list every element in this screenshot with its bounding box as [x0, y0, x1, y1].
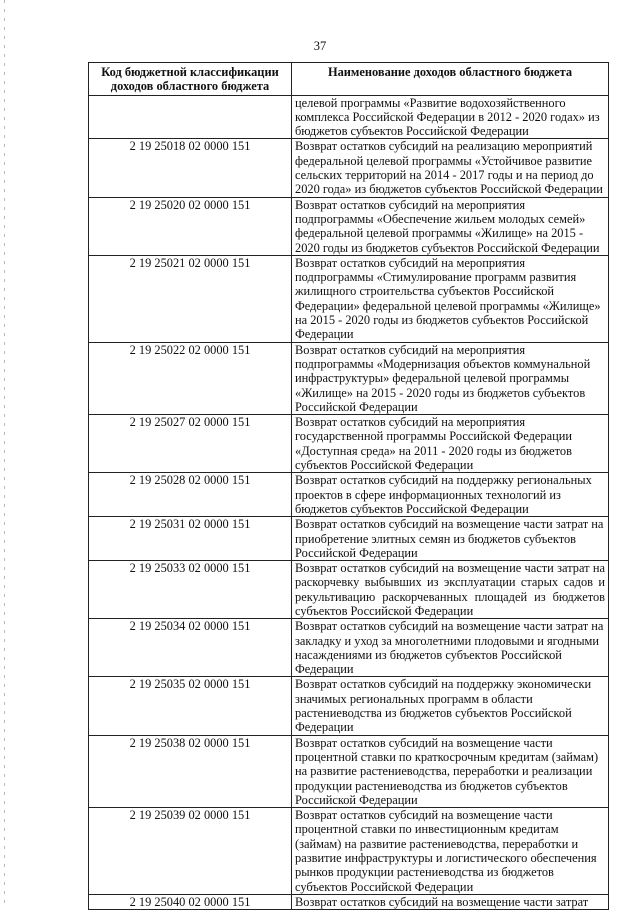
table-row [89, 894, 609, 909]
income-name-cell: Возврат остатков субсидий на возмещение части затрат на приобретение элитных семян из бюджетов субъектов Российской Федерации [292, 517, 609, 561]
page-number: 37 [313, 39, 327, 53]
income-name-cell: Возврат остатков субсидий на мероприятия подпрограммы «Модернизация объектов коммунальной инфраструктуры» федеральной целевой программы «Жилище» на 2015 - 2020 годы из бюджетов субъектов Российской Федерации [292, 342, 609, 414]
table-row [89, 139, 609, 197]
budget-code-cell: 2 19 25020 02 0000 151 [89, 197, 292, 255]
income-name-cell: Возврат остатков субсидий на мероприятия подпрограммы «Обеспечение жильем молодых семей» федеральной целевой программы «Жилище» на 2015 - 2020 годы из бюджетов субъектов Российской Федерации [292, 197, 609, 255]
budget-code-cell: 2 19 25018 02 0000 151 [89, 139, 292, 197]
income-name-cell: Возврат остатков субсидий на поддержку экономически значимых региональных программ в области растениеводства из бюджетов субъектов Российской Федерации [292, 677, 609, 735]
table-row [89, 95, 609, 139]
budget-code-cell: 2 19 25035 02 0000 151 [89, 677, 292, 735]
income-name-cell: Возврат остатков субсидий на мероприятия подпрограммы «Стимулирование программ развития жилищного строительства субъектов Российской Федерации» федеральной целевой программы «Жилище» на 2015 - 2020 годы из бюджетов субъектов Российской Федерации [292, 255, 609, 342]
income-name-cell: Возврат остатков субсидий на возмещение части процентной ставки по краткосрочным кредитам (займам) на развитие растениеводства, переработки и реализации продукции растениеводства из бюджетов субъектов Российской Федерации [292, 735, 609, 807]
scan-edge [4, 0, 5, 905]
budget-code-cell: 2 19 25034 02 0000 151 [89, 619, 292, 677]
budget-code-cell: 2 19 25038 02 0000 151 [89, 735, 292, 807]
table-row [89, 808, 609, 895]
budget-code-cell [89, 95, 292, 139]
budget-code-cell: 2 19 25039 02 0000 151 [89, 808, 292, 895]
table-row [89, 255, 609, 342]
budget-code-cell: 2 19 25027 02 0000 151 [89, 415, 292, 473]
income-name-cell: Возврат остатков субсидий на возмещение части затрат [292, 894, 609, 909]
table-row [89, 517, 609, 561]
income-name-cell: Возврат остатков субсидий на поддержку региональных проектов в сфере информационных технологий из бюджетов субъектов Российской Федерации [292, 473, 609, 517]
income-name-cell: Возврат остатков субсидий на возмещение части затрат на закладку и уход за многолетними плодовыми и ягодными насаждениями из бюджетов субъектов Российской Федерации [292, 619, 609, 677]
budget-code-cell: 2 19 25028 02 0000 151 [89, 473, 292, 517]
budget-code-cell: 2 19 25021 02 0000 151 [89, 255, 292, 342]
table-row [89, 561, 609, 619]
budget-classification-table [88, 62, 609, 910]
income-name-cell: Возврат остатков субсидий на возмещение части процентной ставки по инвестиционным кредитам (займам) на развитие растениеводства, переработки и развитие инфраструктуры и логистического обеспечения рынков продукции растениеводства из бюджетов субъектов Российской Федерации [292, 808, 609, 895]
table-row [89, 619, 609, 677]
table-row [89, 342, 609, 414]
budget-code-cell: 2 19 25031 02 0000 151 [89, 517, 292, 561]
table-row [89, 473, 609, 517]
income-name-cell: Возврат остатков субсидий на возмещение части затрат на раскорчевку выбывших из эксплуатации старых садов и рекультивацию раскорчеванных площадей из бюджетов субъектов Российской Федерации [292, 561, 609, 619]
table-row [89, 735, 609, 807]
table-row [89, 197, 609, 255]
income-name-cell: Возврат остатков субсидий на мероприятия государственной программы Российской Федерации «Доступная среда» на 2011 - 2020 годы из бюджетов субъектов Российской Федерации [292, 415, 609, 473]
header-name: Наименование доходов областного бюджета [292, 63, 609, 96]
table-body [89, 95, 609, 910]
table-row [89, 415, 609, 473]
budget-code-cell: 2 19 25033 02 0000 151 [89, 561, 292, 619]
income-name-cell: Возврат остатков субсидий на реализацию мероприятий федеральной целевой программы «Устойчивое развитие сельских территорий на 2014 - 2017 годы и на период до 2020 года» из бюджетов субъектов Российской Федерации [292, 139, 609, 197]
budget-code-cell: 2 19 25040 02 0000 151 [89, 894, 292, 909]
income-name-cell: целевой программы «Развитие водохозяйственного комплекса Российской Федерации в 2012 - 2020 годах» из бюджетов субъектов Российской Федерации [292, 95, 609, 139]
table-header-row [89, 63, 609, 96]
table-row [89, 677, 609, 735]
header-code: Код бюджетной классификации доходов областного бюджета [89, 63, 292, 96]
budget-code-cell: 2 19 25022 02 0000 151 [89, 342, 292, 414]
